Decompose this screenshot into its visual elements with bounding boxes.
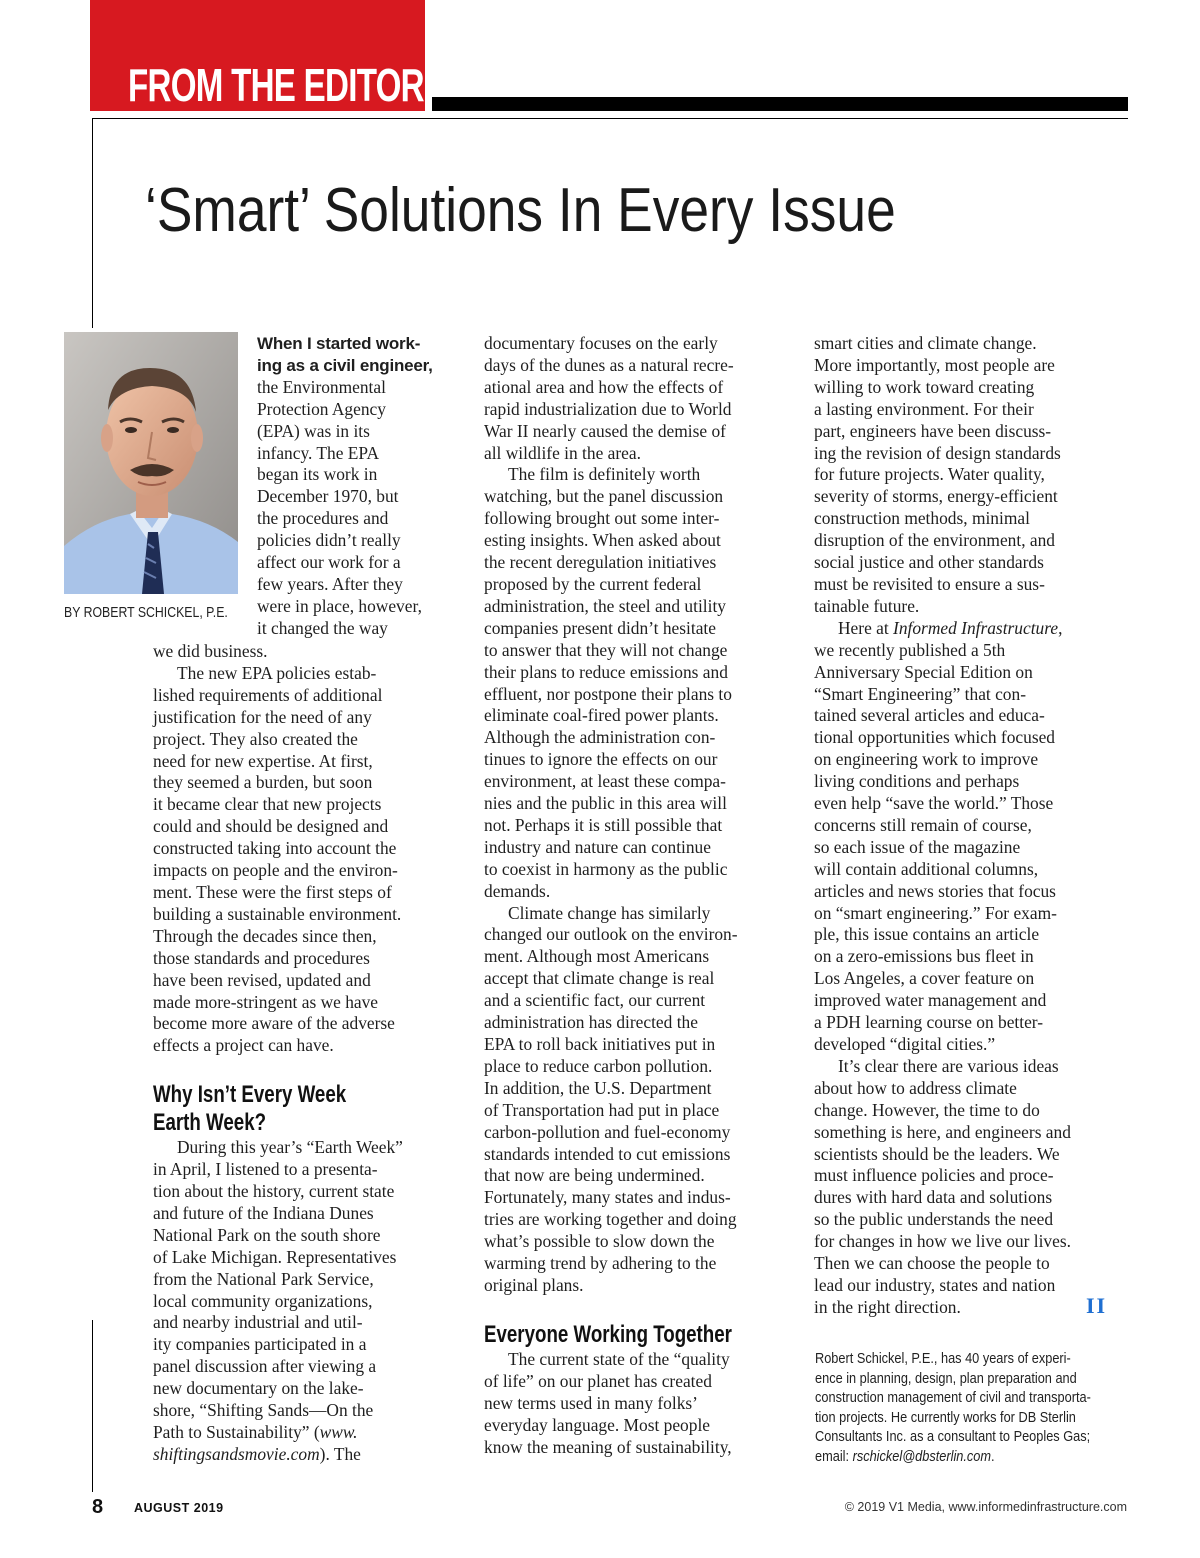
text-line: from the National Park Service, (153, 1268, 374, 1289)
text-line: those standards and procedures (153, 947, 370, 968)
text-line: Anniversary Special Edition on (814, 661, 1033, 682)
text-line: Los Angeles, a cover feature on (814, 968, 1035, 989)
text-line: for future projects. Water quality, (814, 464, 1045, 485)
text-line: following brought out some inter- (484, 508, 720, 529)
text-line: shore, “Shifting Sands—On the (153, 1400, 374, 1421)
text-line: change. However, the time to do (814, 1099, 1040, 1120)
text-line: and nearby industrial and util- (153, 1312, 363, 1333)
text-line: willing to work toward creating (814, 376, 1035, 397)
email-link[interactable]: rschickel@dbsterlin.com (852, 1447, 992, 1465)
text-line: tained several articles and educa- (814, 705, 1045, 726)
header-rule-bar (432, 97, 1128, 111)
text-line: ple, this issue contains an article (814, 924, 1040, 945)
text-line: Climate change has similarly (508, 902, 711, 923)
text-line: constructed taking into account the (153, 838, 397, 859)
text-line: new terms used in many folks’ (484, 1392, 698, 1413)
lead-in-line: When I started work- (257, 334, 421, 353)
text-line: policies didn’t really (257, 530, 401, 551)
text-line: tion projects. He currently works for DB Sterlin (815, 1408, 1076, 1426)
text-line: began its work in (257, 464, 378, 485)
text-line: to coexist in harmony as the public (484, 858, 728, 879)
column2 (484, 333, 784, 1458)
text-line: of Transportation had put in place (484, 1099, 720, 1120)
column3 (814, 333, 1114, 1319)
text-line: Then we can choose the people to (814, 1253, 1050, 1274)
text-line: environment, at least these compa- (484, 771, 726, 792)
text-line: demands. (484, 880, 551, 901)
text-line: watching, but the panel discussion (484, 486, 724, 507)
text-line: tinues to ignore the effects on our (484, 749, 718, 770)
text-line: companies present didn’t hesitate (484, 617, 716, 638)
text-line: on a zero-emissions bus fleet in (814, 946, 1034, 967)
text-line: (EPA) was in its (257, 420, 370, 441)
byline: BY ROBERT SCHICKEL, P.E. (64, 604, 228, 621)
text-line: need for new expertise. At first, (153, 750, 373, 771)
text-line: The film is definitely worth (508, 464, 701, 485)
text-line: Through the decades since then, (153, 925, 377, 946)
text-line: made more-stringent as we have (153, 991, 379, 1012)
text-line: nies and the public in this area will (484, 793, 727, 814)
text-line: lished requirements of additional (153, 684, 383, 705)
text-line: few years. After they (257, 573, 403, 594)
text-line: it changed the way (257, 617, 388, 638)
text-line: original plans. (484, 1274, 584, 1295)
text-line: and a scientific fact, our current (484, 990, 706, 1011)
text-line: all wildlife in the area. (484, 442, 641, 463)
text-line: More importantly, most people are (814, 354, 1055, 375)
top-rule (92, 118, 1128, 119)
left-rule (92, 118, 93, 328)
text-line: severity of storms, energy-efficient (814, 486, 1058, 507)
text-line: developed “digital cities.” (814, 1034, 996, 1054)
text-line: must be revisited to ensure a sus- (814, 573, 1045, 594)
text-line: changed our outlook on the environ- (484, 924, 738, 945)
text-line: scientists should be the leaders. We (814, 1143, 1060, 1164)
text-line: lead our industry, states and nation (814, 1274, 1056, 1295)
text-line: were in place, however, (257, 595, 422, 616)
text-line: Protection Agency (257, 398, 386, 419)
text-line: EPA to roll back initiatives put in (484, 1034, 716, 1054)
text-line: smart cities and climate change. (814, 333, 1037, 353)
text-line: industry and nature can continue (484, 836, 711, 857)
text-line: effluent, nor postpone their plans to (484, 683, 732, 704)
author-photo (64, 332, 238, 594)
text-line: It’s clear there are various ideas (838, 1055, 1059, 1076)
text-line: carbon-pollution and fuel-economy (484, 1121, 731, 1142)
text-line: what’s possible to slow down the (484, 1231, 715, 1252)
text-line: Robert Schickel, P.E., has 40 years of experi- (815, 1350, 1071, 1367)
text-line: a PDH learning course on better- (814, 1012, 1044, 1033)
text-line: The new EPA policies estab- (177, 662, 377, 683)
text-line: days of the dunes as a natural recre- (484, 354, 734, 375)
text-line: documentary focuses on the early (484, 333, 718, 353)
text-line: The current state of the “quality (508, 1348, 730, 1369)
column1-body (153, 641, 453, 1466)
subhead-earth-week: Why Isn’t Every Week Earth Week? (153, 1081, 347, 1137)
text-line: the Environmental (257, 376, 386, 397)
end-mark: II (1086, 1293, 1108, 1318)
text-line: Although the administration con- (484, 727, 716, 748)
subhead-everyone-working: Everyone Working Together (484, 1320, 732, 1348)
lead-in-line: ing as a civil engineer, (257, 355, 433, 375)
text-line: ment. These were the first steps of (153, 881, 392, 902)
text-line: the recent deregulation initiatives (484, 552, 717, 573)
text-line: something is here, and engineers and (814, 1121, 1071, 1142)
text-line: of Lake Michigan. Representatives (153, 1246, 397, 1267)
text-line: eliminate coal-fired power plants. (484, 705, 719, 726)
text-line: National Park on the south shore (153, 1224, 381, 1245)
text-line: Here at Informed Infrastructure, (838, 617, 1063, 638)
text-line: administration has directed the (484, 1012, 698, 1033)
text-line: warming trend by adhering to the (484, 1253, 717, 1274)
text-line: December 1970, but (257, 486, 399, 507)
text-line: local community organizations, (153, 1290, 373, 1311)
text-line: panel discussion after viewing a (153, 1356, 377, 1377)
text-line: part, engineers have been discuss- (814, 420, 1052, 441)
article-headline: ‘Smart’ Solutions In Every Issue (145, 176, 896, 245)
text-line: In addition, the U.S. Department (484, 1077, 712, 1098)
text-line: construction management of civil and transporta- (815, 1389, 1091, 1407)
text-line: the procedures and (257, 508, 389, 529)
text-line: on engineering work to improve (814, 749, 1039, 770)
text-line: concerns still remain of course, (814, 814, 1032, 835)
text-line: so the public understands the need (814, 1209, 1054, 1230)
text-line: project. They also created the (153, 728, 358, 749)
text-line: dures with hard data and solutions (814, 1187, 1053, 1208)
text-line: rapid industrialization due to World (484, 398, 732, 419)
text-line: on “smart engineering.” For exam- (814, 902, 1057, 923)
text-line: it became clear that new projects (153, 794, 382, 815)
text-line: become more aware of the adverse (153, 1013, 395, 1034)
text-line: in April, I listened to a presenta- (153, 1159, 378, 1180)
text-line: about how to address climate (814, 1077, 1017, 1098)
text-line: “Smart Engineering” that con- (814, 683, 1026, 704)
text-line: a lasting environment. For their (814, 398, 1034, 419)
text-line: for changes in how we live our lives. (814, 1231, 1071, 1252)
text-line: tainable future. (814, 595, 920, 616)
text-line: could and should be designed and (153, 816, 389, 837)
left-rule-bottom (92, 1320, 93, 1492)
text-line: administration, the steel and utility (484, 595, 726, 616)
text-line: Path to Sustainability” (www. (153, 1422, 358, 1442)
text-line: place to reduce carbon pollution. (484, 1055, 713, 1076)
text-line: know the meaning of sustainability, (484, 1436, 732, 1457)
text-line: of life” on our planet has created (484, 1370, 712, 1391)
text-line: affect our work for a (257, 552, 401, 573)
section-label-text: FROM THE EDITOR (128, 59, 424, 111)
text-line: and future of the Indiana Dunes (153, 1202, 374, 1223)
text-line: new documentary on the lake- (153, 1378, 364, 1399)
text-line: tion about the history, current state (153, 1181, 395, 1202)
text-line: have been revised, updated and (153, 969, 371, 990)
text-line: Fortunately, many states and indus- (484, 1187, 731, 1208)
text-line: improved water management and (814, 990, 1047, 1011)
text-line: ing the revision of design standards (814, 442, 1061, 463)
text-line: will contain additional columns, (814, 858, 1039, 879)
text-line: War II nearly caused the demise of (484, 420, 726, 441)
text-line: proposed by the current federal (484, 573, 702, 594)
text-line: so each issue of the magazine (814, 836, 1021, 857)
text-line: shiftingsandsmovie.com). The (153, 1443, 361, 1464)
bio-email-line: email: rschickel@dbsterlin.com. (815, 1447, 995, 1465)
text-line: ity companies participated in a (153, 1334, 367, 1355)
copyright-notice: © 2019 V1 Media, www.informedinfrastructure.com (844, 1500, 1127, 1514)
issue-date: AUGUST 2019 (134, 1501, 224, 1515)
text-line: disruption of the environment, and (814, 530, 1056, 551)
text-line: they seemed a burden, but soon (153, 772, 373, 793)
text-line: even help “save the world.” Those (814, 793, 1054, 814)
text-line: ational area and how the effects of (484, 376, 724, 397)
text-line: to answer that they will not change (484, 639, 728, 660)
text-line: building a sustainable environment. (153, 903, 402, 924)
section-label-banner (90, 0, 425, 111)
text-line: living conditions and perhaps (814, 771, 1020, 792)
text-line: Consultants Inc. as a consultant to Peoples Gas; (815, 1428, 1091, 1446)
text-line: that now are being undermined. (484, 1165, 705, 1186)
text-line: ence in planning, design, plan preparation and (815, 1369, 1077, 1387)
column1-intro (257, 333, 457, 640)
text-line: we did business. (153, 641, 268, 661)
text-line: tional opportunities which focused (814, 727, 1056, 748)
text-line: not. Perhaps it is still possible that (484, 814, 723, 835)
text-line: tries are working together and doing (484, 1209, 737, 1230)
text-line: social justice and other standards (814, 552, 1044, 573)
text-line: effects a project can have. (153, 1035, 334, 1056)
text-line: ment. Although most Americans (484, 946, 710, 967)
page-number: 8 (92, 1496, 104, 1518)
text-line: impacts on people and the environ- (153, 860, 398, 881)
author-bio (815, 1349, 1134, 1467)
text-line: must influence policies and proce- (814, 1165, 1054, 1186)
text-line: articles and news stories that focus (814, 880, 1056, 901)
text-line: standards intended to cut emissions (484, 1143, 731, 1164)
text-line: justification for the need of any (153, 706, 372, 727)
text-line: accept that climate change is real (484, 968, 715, 989)
text-line: infancy. The EPA (257, 442, 380, 463)
text-line: we recently published a 5th (814, 639, 1006, 660)
text-line: esting insights. When asked about (484, 530, 721, 551)
text-line: their plans to reduce emissions and (484, 661, 728, 682)
text-line: During this year’s “Earth Week” (177, 1137, 403, 1158)
lead-in (257, 333, 457, 377)
text-line: everyday language. Most people (484, 1414, 711, 1435)
text-line: construction methods, minimal (814, 508, 1030, 529)
text-line: in the right direction. (814, 1296, 961, 1317)
